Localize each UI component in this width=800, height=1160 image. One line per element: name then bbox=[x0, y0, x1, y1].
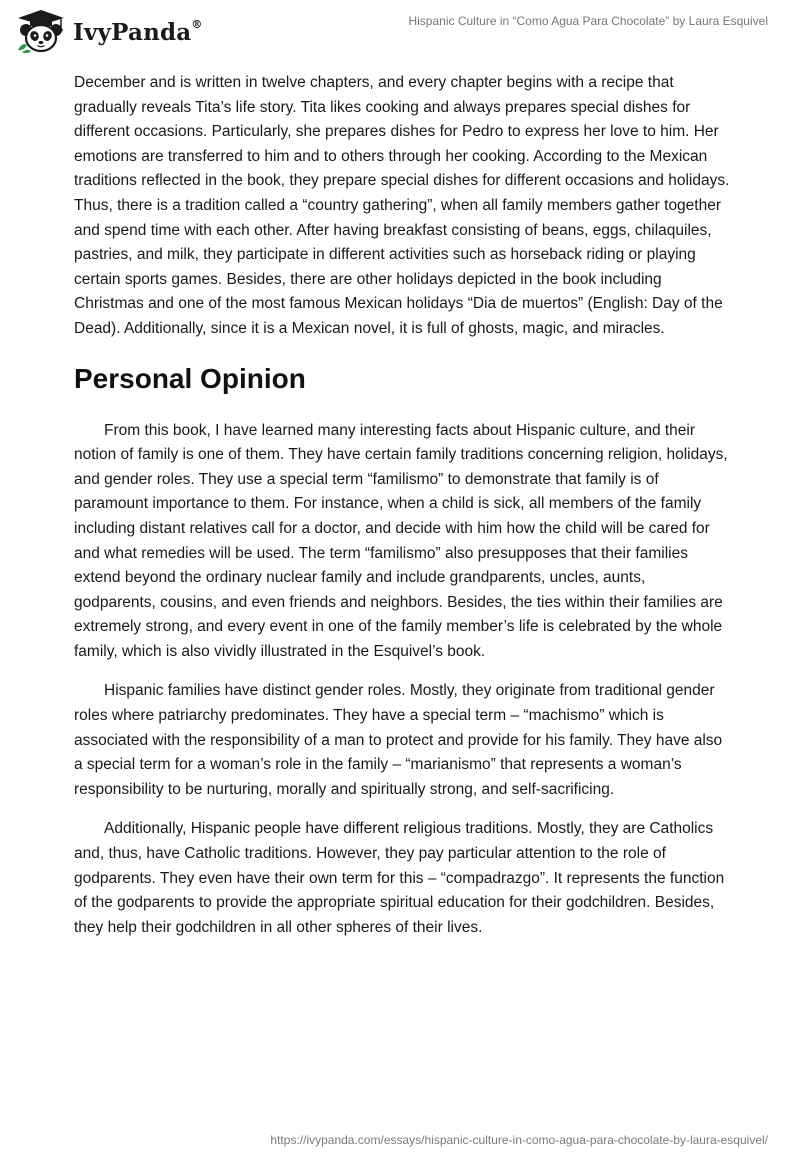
section-heading: Personal Opinion bbox=[74, 362, 306, 394]
panda-graduation-cap-icon bbox=[15, 9, 67, 53]
page-header bbox=[0, 0, 800, 60]
ivypanda-logo[interactable] bbox=[15, 9, 203, 53]
paragraph-religion: Additionally, Hispanic people have different religious traditions. Mostly, they are Catholics and, thus, have Catholic traditions. However, they pay particular attention to the role of godparents. They even have their own term for this – “compadrazgo”. It represents the function of the godparents to provide the appropriate spiritual education for their godchildren. Besides, they help their godchildren in all other spheres of their lives. bbox=[74, 820, 725, 936]
essay-body bbox=[74, 71, 730, 955]
source-url-link[interactable]: https://ivypanda.com/essays/hispanic-culture-in-como-agua-para-chocolate-by-laura-esquivel/ bbox=[270, 1133, 768, 1147]
paragraph-gender-roles: Hispanic families have distinct gender roles. Mostly, they originate from traditional gender roles where patriarchy predominates. They have a special term – “machismo” which is associated with the responsibility of a man to protect and provide for his family. They have also a special term for a woman’s role in the family – “marianismo” that represents a woman’s responsibility to be nurturing, morally and spiritually strong, and self-sacrificing. bbox=[74, 682, 723, 798]
brand-name: IvyPanda® bbox=[73, 17, 203, 46]
registered-mark: ® bbox=[191, 17, 203, 31]
paragraph-family: From this book, I have learned many interesting facts about Hispanic culture, and their notion of family is one of them. They have certain family traditions concerning religion, holidays, and gender roles. They use a special term “familismo” to demonstrate that family is of paramount importance to them. For instance, when a child is sick, all members of the family including distant relatives call for a doctor, and decide with him how the child will be cared for and what remedies will be used. The term “familismo” also presupposes that their families extend beyond the ordinary nuclear family and include grandparents, uncles, aunts, godparents, cousins, and even friends and neighbors. Besides, the ties within their families are extremely strong, and every event in one of the family member’s life is celebrated by the whole family, which is also vividly illustrated in the Esquivel’s book. bbox=[74, 421, 728, 660]
intro-paragraph: December and is written in twelve chapters, and every chapter begins with a recipe that gradually reveals Tita’s life story. Tita likes cooking and always prepares special dishes for different occasions. Particularly, she prepares dishes for Pedro to express her love to him. Her emotions are transferred to him and to others through her cooking. According to the Mexican traditions reflected in the book, they prepare special dishes for different occasions and holidays. Thus, there is a tradition called a “country gathering”, when all family members gather together and spend time with each other. After having breakfast consisting of beans, eggs, chilaquiles, pastries, and milk, they participate in different activities such as horseback riding or playing certain sports games. Besides, there are other holidays depicted in the book including Christmas and one of the most famous Mexican holidays “Dia de muertos” (English: Day of the Dead). Additionally, since it is a Mexican novel, it is full of ghosts, magic, and miracles. bbox=[74, 74, 730, 337]
document-title: Hispanic Culture in “Como Agua Para Chocolate” by Laura Esquivel bbox=[408, 14, 768, 28]
